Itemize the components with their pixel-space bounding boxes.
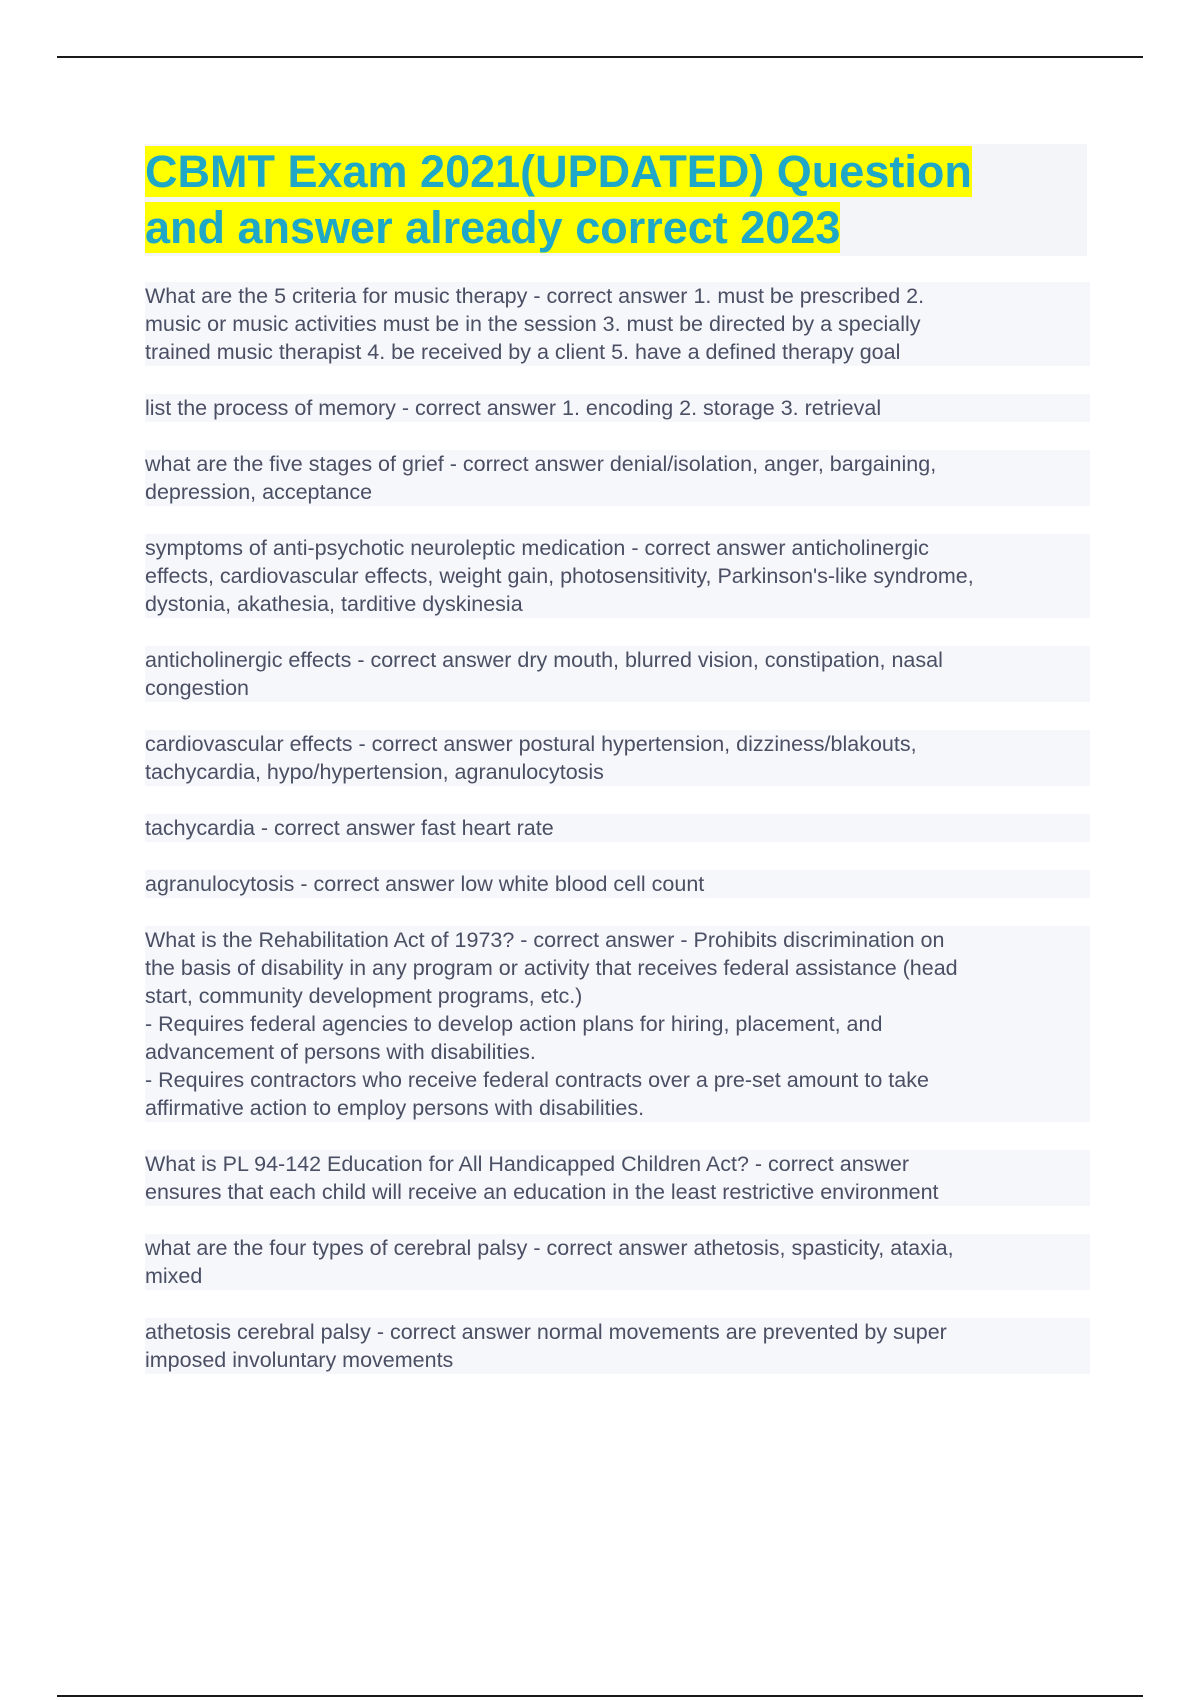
qa-entry-athetosis: athetosis cerebral palsy - correct answer normal movements are prevented by super imposed involuntary movements [145,1318,1090,1374]
qa-entry-tachycardia: tachycardia - correct answer fast heart rate [145,814,1090,842]
qa-entry-rehabilitation-act: What is the Rehabilitation Act of 1973? - correct answer - Prohibits discrimination on the basis of disability in any program or activity that receives federal assistance (head start, community development programs, etc.) - Requires federal agencies to develop action plans for hiring, placement, and advancement of persons with disabilities. - Requires contractors who receive federal contracts over a pre-set amount to take affirmative action to employ persons with disabilities. [145,926,1090,1122]
qa-entry-cerebral-palsy-types: what are the four types of cerebral palsy - correct answer athetosis, spasticity, ataxia, mixed [145,1234,1090,1290]
qa-entry-anticholinergic-effects: anticholinergic effects - correct answer dry mouth, blurred vision, constipation, nasal congestion [145,646,1090,702]
bottom-rule [57,1695,1143,1697]
title-block [145,144,1087,256]
qa-entry-cardiovascular-effects: cardiovascular effects - correct answer postural hypertension, dizziness/blakouts, tachycardia, hypo/hypertension, agranulocytosis [145,730,1090,786]
top-rule [57,56,1143,58]
qa-entry-antipsychotic-symptoms: symptoms of anti-psychotic neuroleptic medication - correct answer anticholinergic effects, cardiovascular effects, weight gain, photosensitivity, Parkinson's-like syndrome, dystonia, akathesia, tarditive dyskinesia [145,534,1090,618]
qa-entry-memory-process: list the process of memory - correct answer 1. encoding 2. storage 3. retrieval [145,394,1090,422]
qa-list [145,282,1090,1402]
qa-entry-music-therapy-criteria: What are the 5 criteria for music therapy - correct answer 1. must be prescribed 2. music or music activities must be in the session 3. must be directed by a specially trained music therapist 4. be received by a client 5. have a defined therapy goal [145,282,1090,366]
title-line-1: CBMT Exam 2021(UPDATED) Question [145,146,972,197]
qa-entry-agranulocytosis: agranulocytosis - correct answer low white blood cell count [145,870,1090,898]
qa-entry-pl-94-142: What is PL 94-142 Education for All Handicapped Children Act? - correct answer ensures that each child will receive an education in the least restrictive environment [145,1150,1090,1206]
document-title [145,144,1087,256]
title-line-2: and answer already correct 2023 [145,202,841,253]
qa-entry-stages-of-grief: what are the five stages of grief - correct answer denial/isolation, anger, bargaining, depression, acceptance [145,450,1090,506]
